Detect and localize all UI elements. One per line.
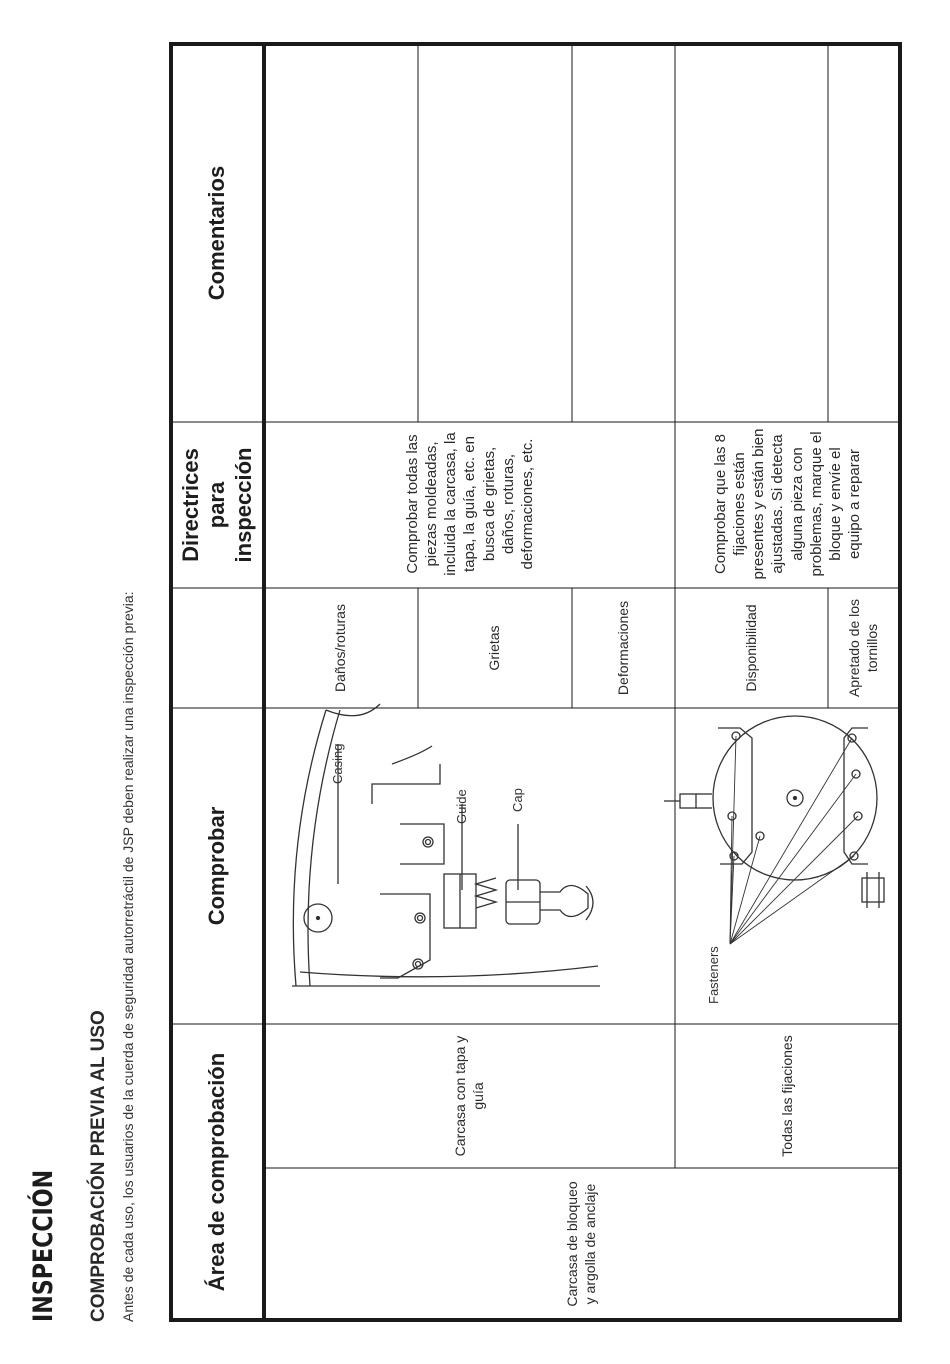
- label-guide: Guide: [454, 789, 469, 824]
- check-item-cracks: Grietas: [486, 625, 503, 671]
- header-comments: Comentarios: [204, 165, 230, 301]
- label-cap: Cap: [510, 788, 525, 812]
- check-item-deformations: Deformaciones: [614, 600, 631, 696]
- sub-area-fasteners: Todas las fijaciones: [778, 1035, 795, 1157]
- intro-text: Antes de cada uso, los usuarios de la cuerda de seguridad autorretráctil de JSP deben realizar una inspección previa:: [120, 591, 136, 1322]
- header-check: Comprobar: [204, 806, 230, 926]
- check-item-screws: Apretado de los tornillos: [846, 598, 880, 698]
- label-fasteners: Fasteners: [706, 946, 721, 1004]
- sub-area-housing: Carcasa con tapa y guía: [451, 1035, 486, 1157]
- header-guidelines: Directrices para inspección: [177, 447, 256, 563]
- check-item-availability: Disponibilidad: [742, 604, 759, 692]
- area-main: Carcasa de bloqueo y argolla de anclaje: [564, 1181, 598, 1307]
- guideline-fasteners: Comprobar que las 8 fijaciones están presentes y están bien ajustadas. Si detecta alguna pieza con problemas, marque el bloque y envíe el equipo a reparar: [711, 428, 864, 580]
- guideline-housing: Comprobar todas las piezas moldeadas, incluida la carcasa, la tapa, la guía, etc. en busca de grietas, daños, roturas, deformaciones, etc.: [403, 432, 536, 576]
- header-area: Área de comprobación: [204, 1052, 230, 1292]
- page-subtitle: COMPROBACIÓN PREVIA AL USO: [88, 1010, 109, 1322]
- label-casing: Casing: [330, 743, 345, 784]
- page-title: INSPECCIÓN: [28, 1169, 59, 1322]
- check-item-damage: Daños/roturas: [332, 604, 349, 692]
